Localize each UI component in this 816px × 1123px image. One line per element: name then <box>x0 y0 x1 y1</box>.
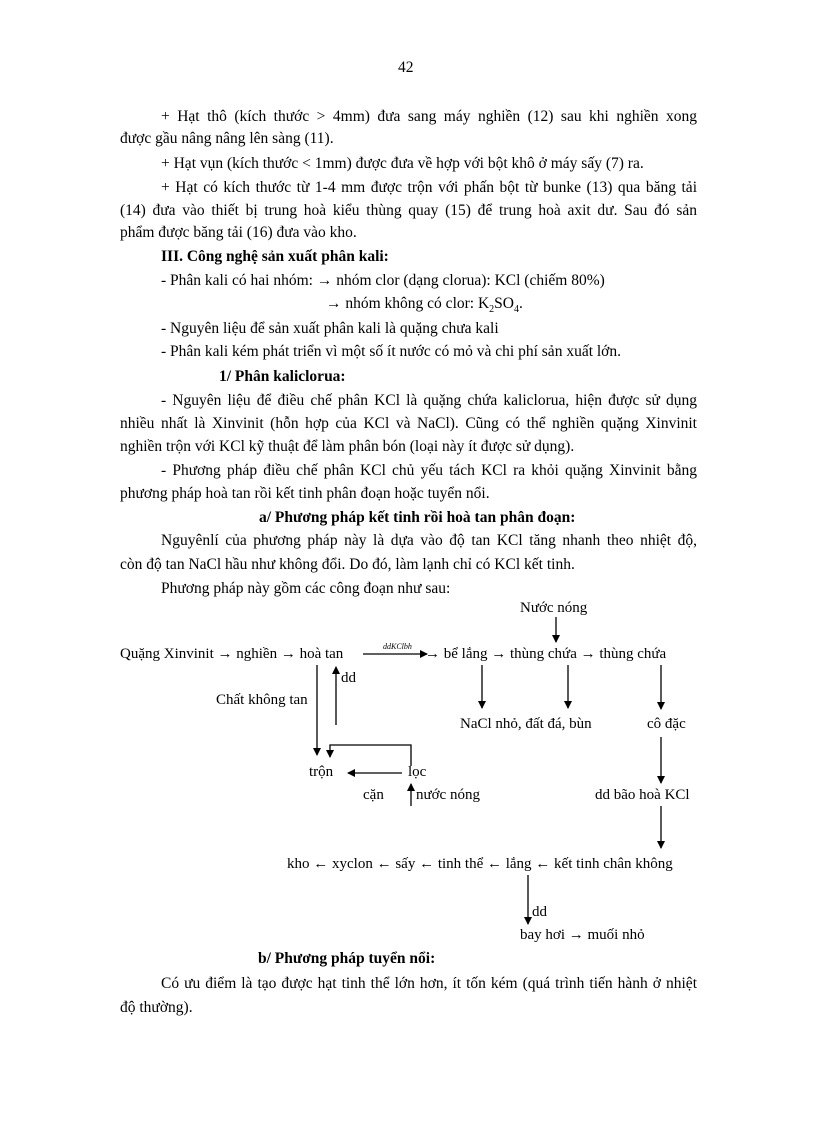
paragraph-line: - Phương pháp điều chế phân KCl chủ yếu tách KCl ra khỏi quặng Xinvinit bằng <box>161 462 697 479</box>
diagram-main-row-right: → bể lắng → thùng chứa → thùng chứa <box>425 646 667 662</box>
subsection-heading: b/ Phương pháp tuyển nổi: <box>258 950 436 967</box>
subscript: 2 <box>489 304 495 316</box>
diagram-label-dd-2: dd <box>532 904 547 920</box>
paragraph-line <box>326 293 523 321</box>
formula-text: SO <box>494 295 514 312</box>
paragraph-line: - Phân kali có hai nhóm: → nhóm clor (dạng clorua): KCl (chiếm 80%) <box>161 272 605 289</box>
formula-text: → nhóm không có clor: K <box>326 295 490 312</box>
diagram-label-co-dac: cô đặc <box>647 716 686 732</box>
subsection-heading: 1/ Phân kaliclorua: <box>219 368 346 385</box>
diagram-arrow-label: ddKClbh <box>383 642 412 651</box>
paragraph-line: (14) đưa vào thiết bị trung hoà kiểu thùng quay (15) để trung hoà axit dư. Sau đó sản <box>120 202 697 219</box>
diagram-main-row-left: Quặng Xinvinit → nghiền → hoà tan <box>120 646 344 662</box>
diagram-bottom-row: kho ← xyclon ← sấy ← tinh thể ← lắng ← kết tinh chân không <box>287 856 673 872</box>
page-number: 42 <box>398 59 414 76</box>
paragraph-line: được gầu nâng nâng lên sàng (11). <box>120 130 334 147</box>
diagram-label-chat-khong-tan: Chất không tan <box>216 692 308 708</box>
paragraph-line: - Nguyên liệu để sản xuất phân kali là quặng chưa kali <box>161 320 499 337</box>
paragraph-line: phẩm được băng tải (16) đưa vào kho. <box>120 224 357 241</box>
diagram-label-dd: dd <box>341 670 356 686</box>
section-heading: III. Công nghệ sản xuất phân kali: <box>161 248 389 265</box>
paragraph-line: Nguyênlí của phương pháp này là dựa vào độ tan KCl tăng nhanh theo nhiệt độ, <box>161 532 697 549</box>
paragraph-line: + Hạt thô (kích thước > 4mm) đưa sang máy nghiền (12) sau khi nghiền xong <box>161 108 697 125</box>
diagram-label-loc: lọc <box>408 764 427 780</box>
diagram-label-bay-hoi: bay hơi → muối nhỏ <box>520 927 645 943</box>
paragraph-line: - Nguyên liệu để điều chế phân KCl là quặng chứa kaliclorua, hiện được sử dụng <box>161 392 697 409</box>
paragraph-line: phương pháp hoà tan rồi kết tinh phân đoạn hoặc tuyển nổi. <box>120 485 490 502</box>
diagram-label-can: cặn <box>363 787 384 803</box>
paragraph-line: nhiều nhất là Xinvinit (hỗn hợp của KCl và NaCl). Cũng có thể nghiền quặng Xinvinit <box>120 415 697 432</box>
paragraph-line: độ thường). <box>120 999 193 1016</box>
paragraph-line: Có ưu điểm là tạo được hạt tinh thể lớn hơn, ít tốn kém (quá trình tiến hành ở nhiệt <box>161 975 697 992</box>
paragraph-line: Phương pháp này gồm các công đoạn như sau: <box>161 580 451 597</box>
paragraph-line: + Hạt vụn (kích thước < 1mm) được đưa về hợp với bột khô ở máy sấy (7) ra. <box>161 155 644 172</box>
diagram-label-nacl: NaCl nhỏ, đất đá, bùn <box>460 716 592 732</box>
subscript: 4 <box>514 304 519 316</box>
subsection-heading: a/ Phương pháp kết tinh rồi hoà tan phân đoạn: <box>259 509 576 526</box>
paragraph-line: còn độ tan NaCl hầu như không đổi. Do đó, làm lạnh chỉ có KCl kết tinh. <box>120 556 575 573</box>
diagram-label-nuoc-nong: nước nóng <box>416 787 480 803</box>
paragraph-line: nghiền trộn với KCl kỹ thuật để làm phân bón (loại này ít được sử dụng). <box>120 438 575 455</box>
formula-text: . <box>519 295 523 312</box>
paragraph-line: - Phân kali kém phát triển vì một số ít nước có mỏ và chi phí sản xuất lớn. <box>161 343 622 360</box>
paragraph-line: + Hạt có kích thước từ 1-4 mm được trộn với phấn bột từ bunke (13) qua băng tải <box>161 179 697 196</box>
diagram-label-tron: trộn <box>309 764 334 780</box>
diagram-label-nuoc-nong-top: Nước nóng <box>520 600 588 616</box>
diagram-label-dd-bao-hoa: dd bão hoà KCl <box>595 787 690 803</box>
